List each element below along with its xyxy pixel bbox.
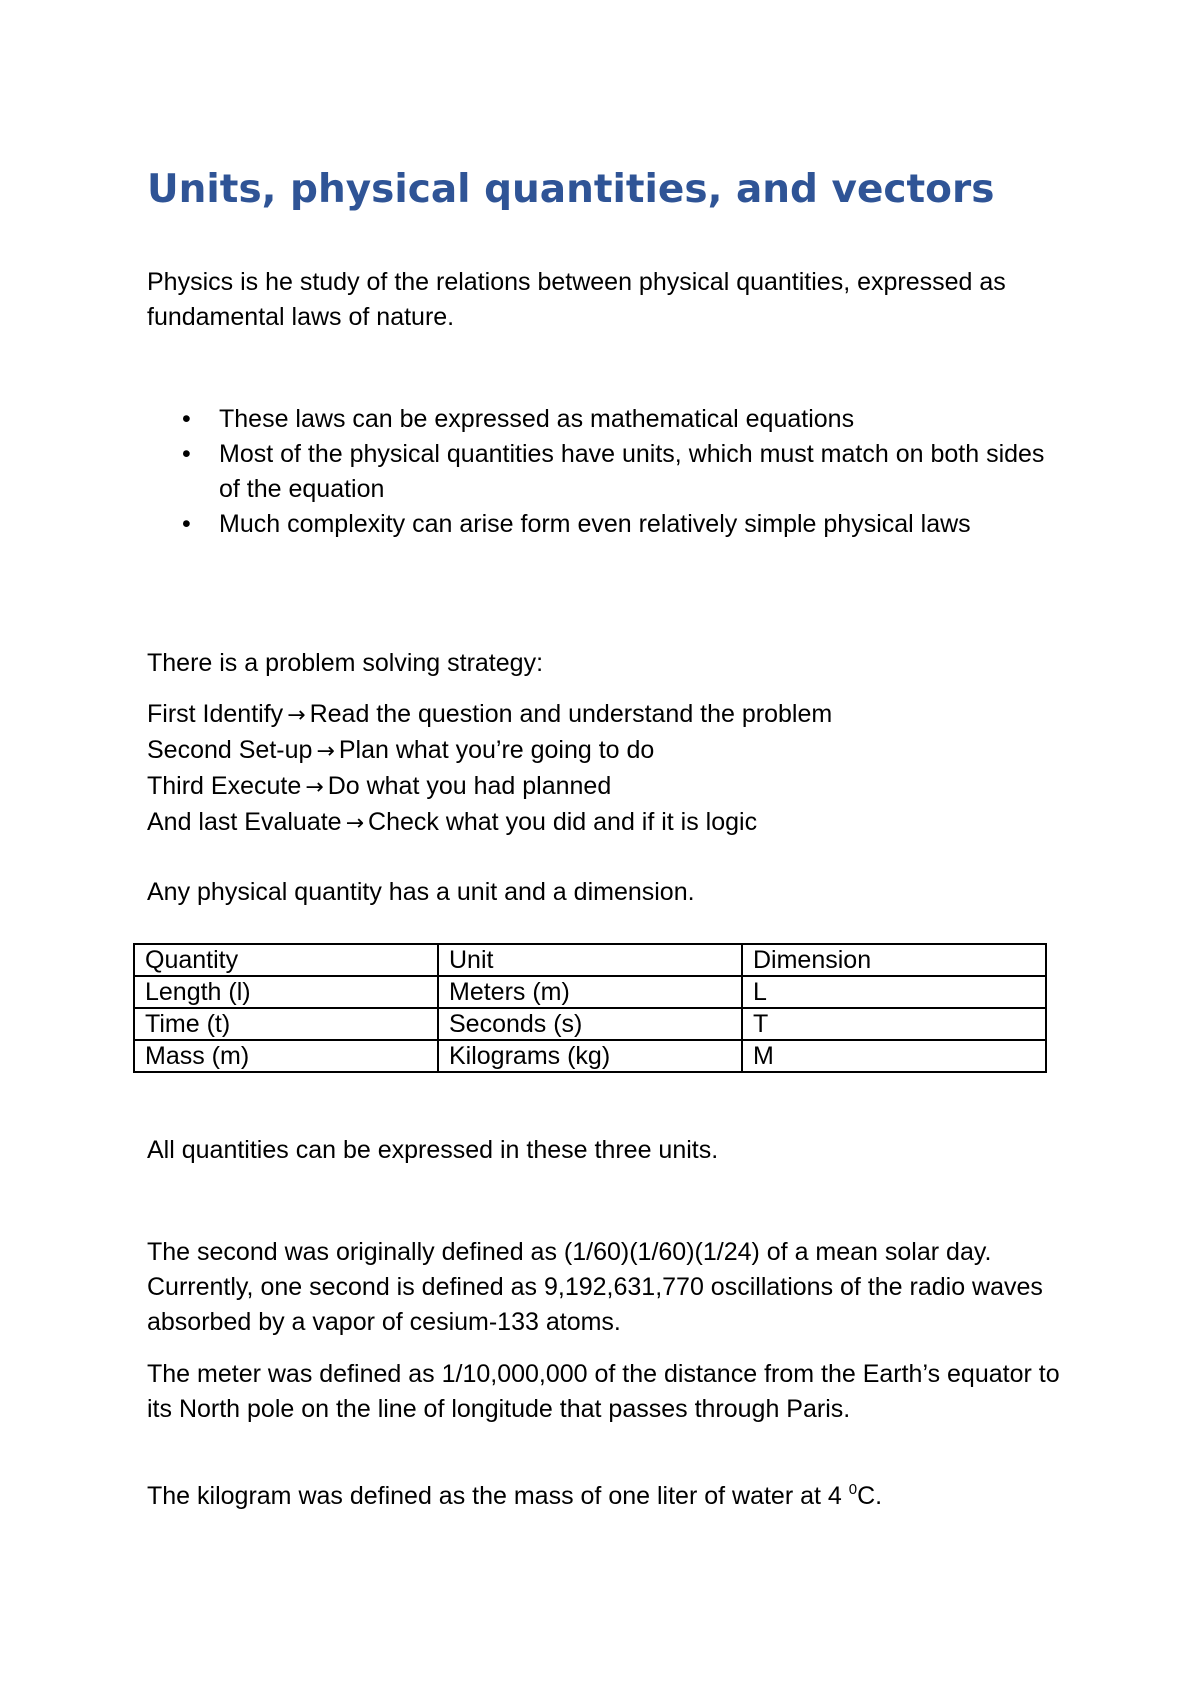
step-label: Third Execute <box>147 772 302 800</box>
step-label: And last Evaluate <box>147 808 342 836</box>
table-cell: Length (l) <box>134 976 438 1008</box>
arrow-right-icon: → <box>287 703 306 728</box>
bullet-list <box>147 402 1047 542</box>
step-label: First Identify <box>147 700 284 728</box>
units-note: All quantities can be expressed in these three units. <box>147 1136 719 1164</box>
bullet-item <box>147 507 1047 542</box>
step-text: Read the question and understand the problem <box>309 700 833 728</box>
bullet-item <box>147 437 1047 507</box>
bullet-text: Much complexity can arise form even relatively simple physical laws <box>219 510 971 538</box>
table-cell: Kilograms (kg) <box>438 1040 742 1072</box>
table-cell: L <box>742 976 1046 1008</box>
bullet-icon: • <box>182 510 191 538</box>
table-cell: Time (t) <box>134 1008 438 1040</box>
step-text: Do what you had planned <box>327 772 612 800</box>
table-header-cell: Quantity <box>134 944 438 976</box>
table-header-cell: Unit <box>438 944 742 976</box>
bullet-text: Most of the physical quantities have units, which must match on both sides of the equation <box>219 440 1045 503</box>
degree-superscript: 0 <box>848 1481 858 1498</box>
table-cell: Meters (m) <box>438 976 742 1008</box>
document-title: Units, physical quantities, and vectors <box>147 167 995 212</box>
bullet-text: These laws can be expressed as mathematical equations <box>219 405 855 433</box>
table-row <box>134 1040 1046 1072</box>
strategy-intro: There is a problem solving strategy: <box>147 649 544 677</box>
second-definition: The second was originally defined as (1/60)(1/60)(1/24) of a mean solar day. Currently, one second is defined as 9,192,631,770 oscillations of the radio waves absorbed by a vapor of cesium-133 atoms. <box>147 1238 1043 1336</box>
table-cell: Seconds (s) <box>438 1008 742 1040</box>
strategy-step <box>147 733 832 769</box>
dimension-intro: Any physical quantity has a unit and a dimension. <box>147 878 695 906</box>
meter-definition: The meter was defined as 1/10,000,000 of the distance from the Earth’s equator to its North pole on the line of longitude that passes through Paris. <box>147 1360 1060 1423</box>
strategy-step <box>147 697 832 733</box>
arrow-right-icon: → <box>316 739 335 764</box>
table-row <box>134 1008 1046 1040</box>
step-label: Second Set-up <box>147 736 313 764</box>
table-header-cell: Dimension <box>742 944 1046 976</box>
table-cell: Mass (m) <box>134 1040 438 1072</box>
arrow-right-icon: → <box>345 811 365 836</box>
kilogram-definition <box>147 1479 1067 1514</box>
strategy-step <box>147 805 832 841</box>
arrow-right-icon: → <box>305 775 324 800</box>
table-cell: T <box>742 1008 1046 1040</box>
units-table <box>133 943 1047 1073</box>
step-text: Check what you did and if it is logic <box>368 808 758 836</box>
bullet-icon: • <box>182 440 191 468</box>
step-text: Plan what you’re going to do <box>338 736 655 764</box>
intro-paragraph: Physics is he study of the relations between physical quantities, expressed as fundamental laws of nature. <box>147 268 1006 331</box>
strategy-step <box>147 769 832 805</box>
kilogram-unit: C. <box>857 1482 883 1510</box>
table-header-row <box>134 944 1046 976</box>
table-row <box>134 976 1046 1008</box>
bullet-item <box>147 402 1047 437</box>
bullet-icon: • <box>182 405 191 433</box>
kilogram-text: The kilogram was defined as the mass of one liter of water at 4 <box>147 1482 849 1510</box>
strategy-steps <box>147 697 832 841</box>
table-cell: M <box>742 1040 1046 1072</box>
